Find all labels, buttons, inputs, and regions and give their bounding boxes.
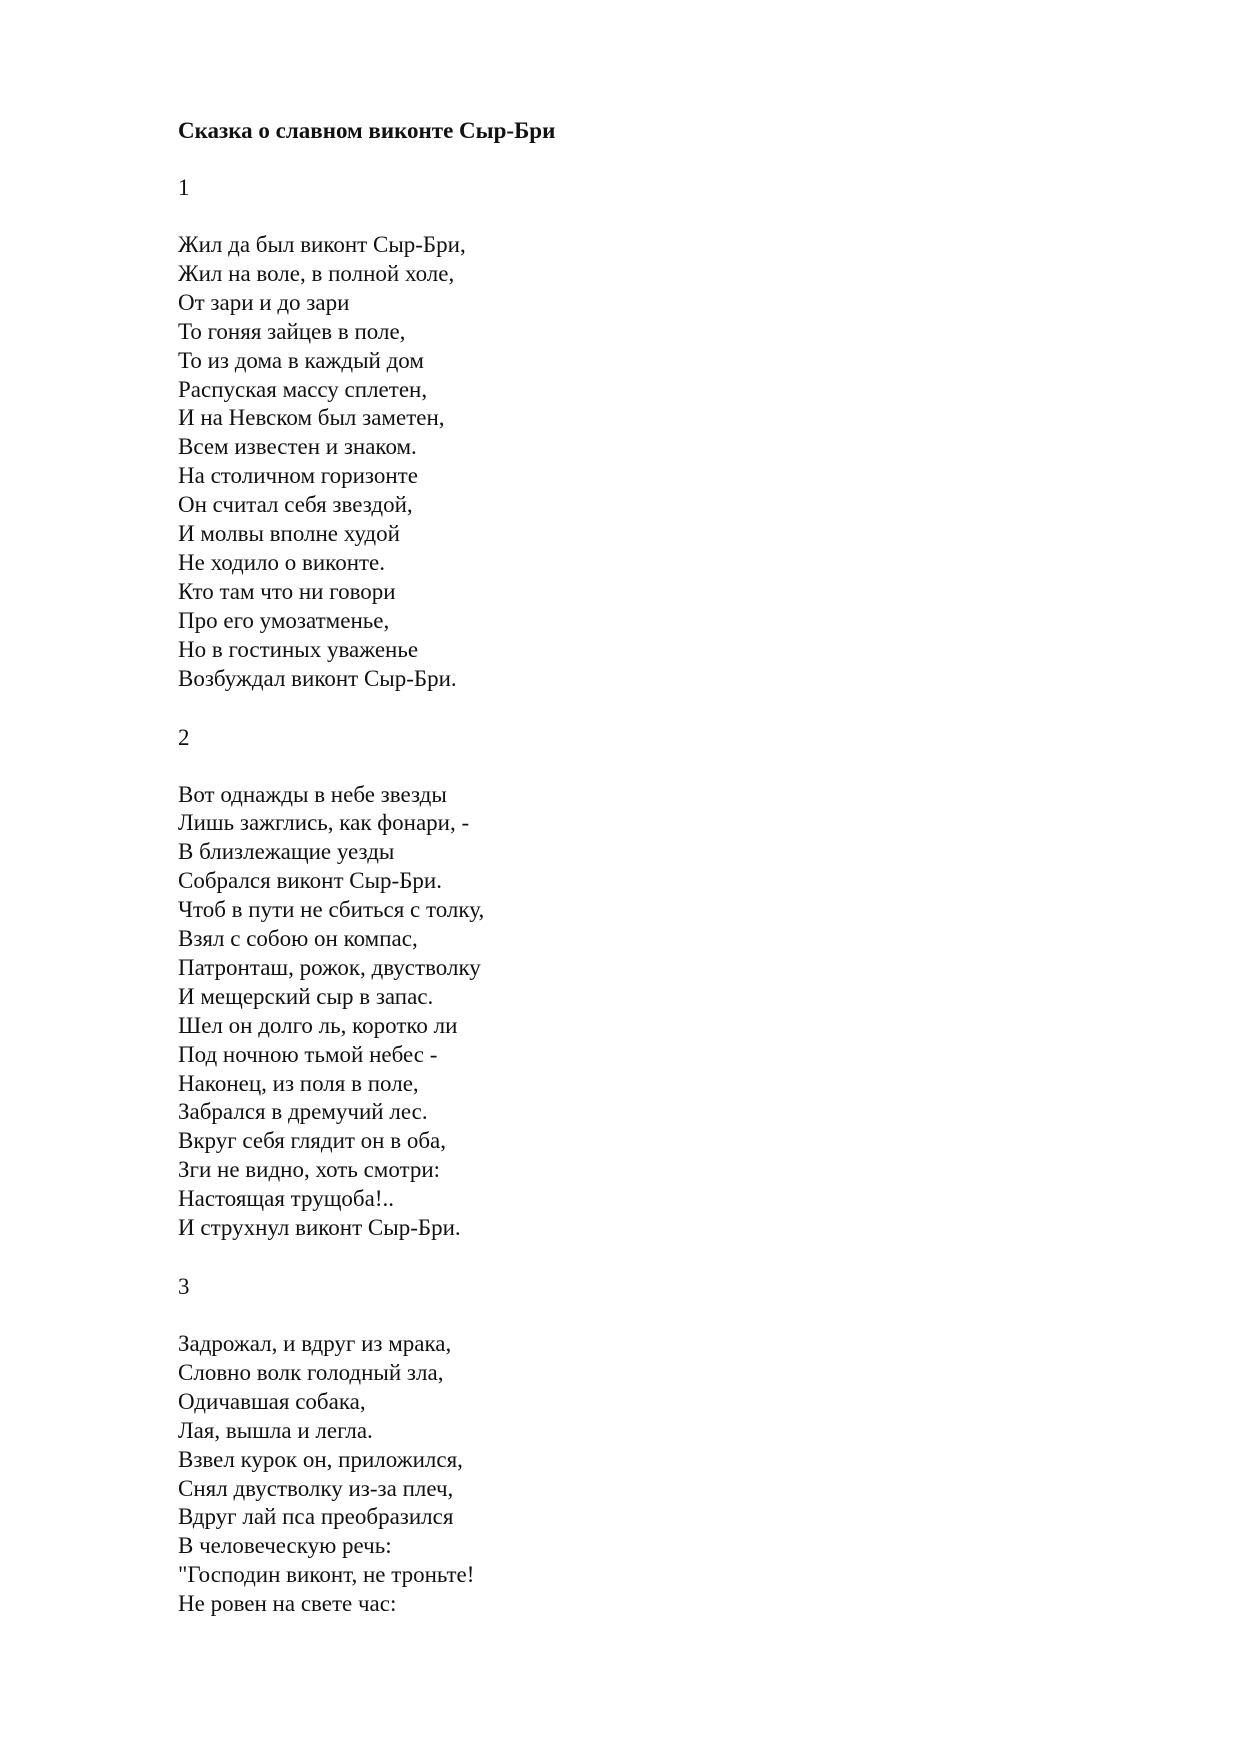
poem-line: От зари и до зари bbox=[178, 289, 350, 315]
poem-line: Под ночною тьмой небес - bbox=[178, 1041, 438, 1067]
poem-line: Но в гостиных уваженье bbox=[178, 636, 419, 662]
poem-line: Патронташ, рожок, двустволку bbox=[178, 954, 481, 980]
poem-line: Вкруг себя глядит он в оба, bbox=[178, 1128, 447, 1154]
poem-line: Распуская массу сплетен, bbox=[178, 376, 428, 402]
poem-line: И струхнул виконт Сыр-Бри. bbox=[178, 1215, 461, 1241]
poem-line: На столичном горизонте bbox=[178, 463, 418, 489]
section-number: 2 bbox=[178, 724, 190, 750]
poem-line: Задрожал, и вдруг из мрака, bbox=[178, 1331, 452, 1356]
poem-line: И на Невском был заметен, bbox=[178, 405, 445, 431]
document-title: Сказка о славном виконте Сыр-Бри bbox=[178, 118, 556, 143]
poem-line: Кто там что ни говори bbox=[178, 578, 396, 604]
poem-line: Зги не видно, хоть смотри: bbox=[178, 1157, 441, 1183]
stanza-1 bbox=[178, 231, 1178, 694]
section-number: 1 bbox=[178, 175, 190, 200]
stanza-2 bbox=[178, 781, 1178, 1244]
poem-line: Не ровен на свете час: bbox=[178, 1591, 397, 1617]
poem-line: Настоящая трущоба!.. bbox=[178, 1186, 394, 1212]
poem-line: Словно волк голодный зла, bbox=[178, 1359, 444, 1385]
section-1 bbox=[178, 173, 1178, 694]
poem-line: То гоняя зайцев в поле, bbox=[178, 318, 406, 344]
poem-line: Жил да был виконт Сыр-Бри, bbox=[178, 232, 466, 257]
poem-line: Вдруг лай пса преобразился bbox=[178, 1504, 454, 1530]
poem-line: Про его умозатменье, bbox=[178, 607, 390, 633]
poem-line: Собрался виконт Сыр-Бри. bbox=[178, 868, 442, 894]
poem-line: Снял двустволку из-за плеч, bbox=[178, 1475, 454, 1501]
poem-line: Лая, вышла и легла. bbox=[178, 1417, 373, 1443]
poem-line: Наконец, из поля в поле, bbox=[178, 1070, 419, 1096]
poem-line: Забрался в дремучий лес. bbox=[178, 1099, 428, 1125]
poem-line: Шел он долго ль, коротко ли bbox=[178, 1012, 458, 1038]
poem-line: Взял с собою он компас, bbox=[178, 926, 418, 952]
poem-line: Он считал себя звездой, bbox=[178, 492, 413, 518]
poem-line: В близлежащие уезды bbox=[178, 839, 395, 865]
poem-line: "Господин виконт, не троньте! bbox=[178, 1562, 475, 1588]
section-2 bbox=[178, 723, 1178, 1244]
poem-line: Всем известен и знаком. bbox=[178, 434, 417, 460]
poem-line: И мещерский сыр в запас. bbox=[178, 983, 434, 1009]
section-3 bbox=[178, 1272, 1178, 1619]
poem-line: То из дома в каждый дом bbox=[178, 347, 424, 373]
document-page bbox=[178, 116, 1178, 1619]
poem-line: Одичавшая собака, bbox=[178, 1388, 366, 1414]
poem-line: И молвы вполне худой bbox=[178, 521, 400, 547]
poem-line: В человеческую речь: bbox=[178, 1533, 392, 1559]
poem-line: Чтоб в пути не сбиться с толку, bbox=[178, 897, 485, 923]
poem-line: Лишь зажглись, как фонари, - bbox=[178, 810, 470, 836]
section-number: 3 bbox=[178, 1274, 190, 1299]
poem-line: Жил на воле, в полной холе, bbox=[178, 260, 455, 286]
poem-line: Не ходило о виконте. bbox=[178, 549, 386, 575]
poem-line: Возбуждал виконт Сыр-Бри. bbox=[178, 665, 457, 691]
stanza-3 bbox=[178, 1330, 1178, 1619]
poem-line: Вот однажды в небе звезды bbox=[178, 781, 447, 807]
poem-line: Взвел курок он, приложился, bbox=[178, 1446, 463, 1472]
